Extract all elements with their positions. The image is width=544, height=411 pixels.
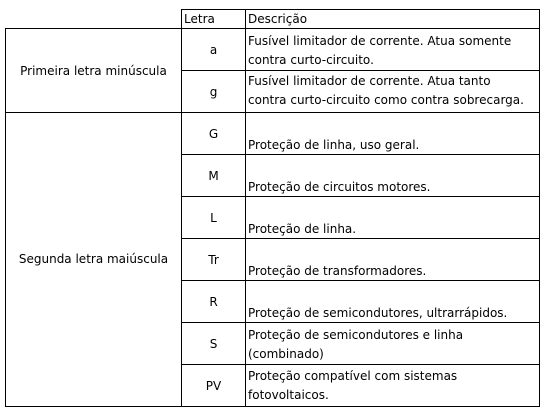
row-divider xyxy=(181,364,540,365)
letter-cell: M xyxy=(208,169,219,183)
description-cell: fotovoltaicos. xyxy=(248,388,329,402)
description-cell: Proteção de linha, uso geral. xyxy=(248,138,420,152)
description-cell: Proteção de linha. xyxy=(248,222,357,236)
header-descricao: Descrição xyxy=(248,12,308,26)
letter-cell: L xyxy=(210,211,217,225)
table-border-left xyxy=(5,28,6,407)
letter-cell: G xyxy=(208,127,219,141)
group-label-segunda: Segunda letra maiúscula xyxy=(18,252,169,266)
description-cell: (combinado) xyxy=(248,347,324,361)
table-border-bottom xyxy=(5,406,540,407)
table-border-right xyxy=(539,9,540,407)
description-cell: contra curto-circuito. xyxy=(248,53,374,67)
description-cell: Proteção de semicondutores e linha xyxy=(248,328,464,342)
letter-cell: R xyxy=(209,295,218,309)
header-letra: Letra xyxy=(184,12,215,26)
letter-cell: g xyxy=(209,85,218,99)
row-divider xyxy=(181,238,540,239)
group-divider xyxy=(5,112,540,113)
description-cell: Proteção compatível com sistemas xyxy=(248,369,458,383)
description-cell: Proteção de transformadores. xyxy=(248,264,427,278)
letter-cell: PV xyxy=(205,379,222,393)
letter-cell: Tr xyxy=(208,253,219,267)
description-cell: Proteção de circuitos motores. xyxy=(248,180,431,194)
group-label-primeira: Primeira letra minúscula xyxy=(20,64,167,78)
letter-cell: S xyxy=(209,337,218,351)
description-cell: Fusível limitador de corrente. Atua tanto xyxy=(248,74,491,88)
col-divider-letter xyxy=(245,9,246,407)
description-cell: Fusível limitador de corrente. Atua somente xyxy=(248,34,512,48)
description-cell: Proteção de semicondutores, ultrarrápidos. xyxy=(248,306,508,320)
table-border-top xyxy=(181,9,540,10)
letter-cell: a xyxy=(209,43,218,57)
description-cell: contra curto-circuito como contra sobrecarga. xyxy=(248,93,524,107)
